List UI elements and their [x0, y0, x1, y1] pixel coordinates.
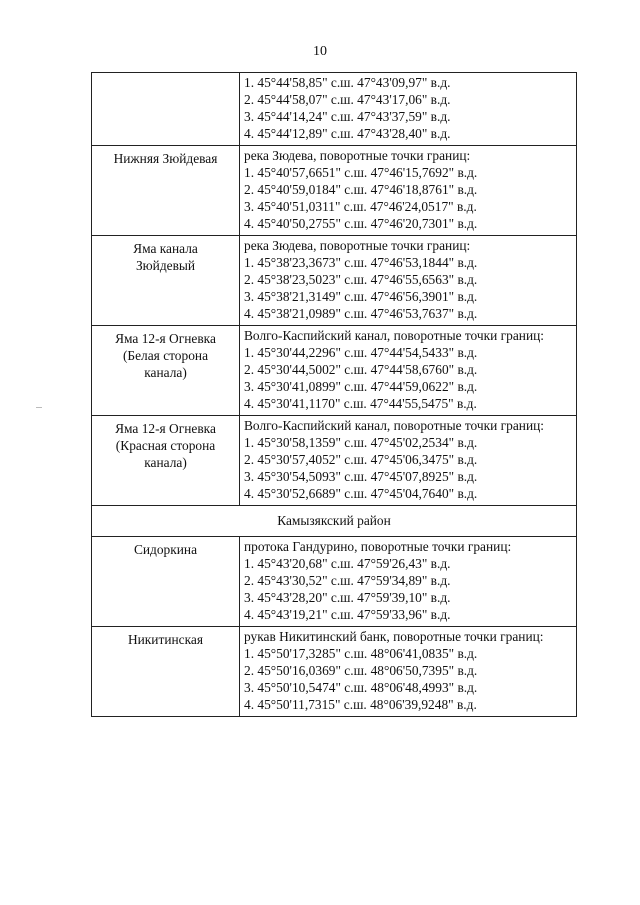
- table-row: [92, 627, 577, 717]
- boundary-line: 4. 45°30'41,1170" с.ш. 47°44'55,5475" в.д.: [244, 396, 477, 411]
- boundary-points-cell: [240, 326, 577, 416]
- margin-mark: [36, 407, 42, 408]
- boundary-points-cell: [240, 146, 577, 236]
- boundary-line: 2. 45°38'23,5023" с.ш. 47°46'55,6563" в.д.: [244, 272, 478, 287]
- zone-name-cell: [92, 146, 240, 236]
- zone-name-line: Яма 12-я Огневка: [115, 421, 216, 436]
- zone-name-line: Нижняя Зюйдевая: [113, 151, 218, 166]
- zone-name-cell: [92, 416, 240, 506]
- boundary-line: 2. 45°40'59,0184" с.ш. 47°46'18,8761" в.д.: [244, 182, 478, 197]
- boundary-line: Волго-Каспийский канал, поворотные точки границ:: [244, 418, 544, 433]
- boundary-points-cell: [240, 537, 577, 627]
- zone-name-line: (Красная сторона: [115, 438, 216, 453]
- zone-name-line: Зюйдевый: [135, 258, 196, 273]
- boundary-line: 2. 45°43'30,52" с.ш. 47°59'34,89" в.д.: [244, 573, 451, 588]
- boundary-line: 3. 45°40'51,0311" с.ш. 47°46'24,0517" в.д.: [244, 199, 477, 214]
- zone-name-cell: [92, 627, 240, 717]
- boundary-points-cell: [240, 73, 577, 146]
- zone-name-cell: [92, 73, 240, 146]
- boundary-line: 1. 45°43'20,68" с.ш. 47°59'26,43" в.д.: [244, 556, 451, 571]
- zone-name-line: канала): [144, 365, 187, 380]
- boundary-line: 3. 45°30'54,5093" с.ш. 47°45'07,8925" в.д.: [244, 469, 478, 484]
- boundary-line: Волго-Каспийский канал, поворотные точки границ:: [244, 328, 544, 343]
- boundary-points-cell: [240, 627, 577, 717]
- section-row: [92, 506, 577, 537]
- zone-name-cell: [92, 236, 240, 326]
- zone-name-cell: [92, 537, 240, 627]
- boundary-line: река Зюдева, поворотные точки границ:: [244, 238, 471, 253]
- table-row: [92, 146, 577, 236]
- section-title: Камызякский район: [92, 506, 577, 537]
- boundary-line: 4. 45°50'11,7315" с.ш. 48°06'39,9248" в.д.: [244, 697, 477, 712]
- boundary-line: 2. 45°30'44,5002" с.ш. 47°44'58,6760" в.д.: [244, 362, 478, 377]
- boundary-line: рукав Никитинский банк, поворотные точки границ:: [244, 629, 544, 644]
- boundary-line: 2. 45°30'57,4052" с.ш. 47°45'06,3475" в.д.: [244, 452, 478, 467]
- boundary-line: 2. 45°44'58,07" с.ш. 47°43'17,06" в.д.: [244, 92, 451, 107]
- boundary-line: 4. 45°30'52,6689" с.ш. 47°45'04,7640" в.д.: [244, 486, 478, 501]
- boundary-line: 1. 45°30'44,2296" с.ш. 47°44'54,5433" в.д.: [244, 345, 478, 360]
- boundary-line: 3. 45°50'10,5474" с.ш. 48°06'48,4993" в.д.: [244, 680, 478, 695]
- boundary-line: 2. 45°50'16,0369" с.ш. 48°06'50,7395" в.д.: [244, 663, 478, 678]
- boundary-points-cell: [240, 236, 577, 326]
- boundary-points-cell: [240, 416, 577, 506]
- boundary-line: 3. 45°38'21,3149" с.ш. 47°46'56,3901" в.д.: [244, 289, 478, 304]
- zone-name-cell: [92, 326, 240, 416]
- table-row: [92, 416, 577, 506]
- boundary-line: протока Гандурино, поворотные точки границ:: [244, 539, 512, 554]
- boundary-line: 1. 45°30'58,1359" с.ш. 47°45'02,2534" в.д.: [244, 435, 478, 450]
- table-row: [92, 73, 577, 146]
- boundary-line: 4. 45°44'12,89" с.ш. 47°43'28,40" в.д.: [244, 126, 451, 141]
- boundary-line: 3. 45°30'41,0899" с.ш. 47°44'59,0622" в.д.: [244, 379, 478, 394]
- fishing-zones-table: [91, 72, 577, 717]
- boundary-line: 4. 45°43'19,21" с.ш. 47°59'33,96" в.д.: [244, 607, 451, 622]
- table-row: [92, 236, 577, 326]
- page-number: 10: [313, 44, 327, 59]
- boundary-line: 3. 45°43'28,20" с.ш. 47°59'39,10" в.д.: [244, 590, 451, 605]
- table-body: [92, 73, 577, 717]
- boundary-line: 1. 45°38'23,3673" с.ш. 47°46'53,1844" в.д.: [244, 255, 478, 270]
- table-row: [92, 537, 577, 627]
- zone-name-line: Яма канала: [133, 241, 198, 256]
- boundary-line: 1. 45°50'17,3285" с.ш. 48°06'41,0835" в.д.: [244, 646, 478, 661]
- boundary-line: 1. 45°44'58,85" с.ш. 47°43'09,97" в.д.: [244, 75, 451, 90]
- boundary-line: река Зюдева, поворотные точки границ:: [244, 148, 471, 163]
- boundary-line: 1. 45°40'57,6651" с.ш. 47°46'15,7692" в.д.: [244, 165, 478, 180]
- boundary-line: 4. 45°38'21,0989" с.ш. 47°46'53,7637" в.д.: [244, 306, 478, 321]
- boundary-line: 4. 45°40'50,2755" с.ш. 47°46'20,7301" в.д.: [244, 216, 478, 231]
- zone-name-line: Никитинская: [127, 632, 204, 647]
- boundary-line: 3. 45°44'14,24" с.ш. 47°43'37,59" в.д.: [244, 109, 451, 124]
- zone-name-line: канала): [144, 455, 187, 470]
- table-row: [92, 326, 577, 416]
- zone-name-line: (Белая сторона: [122, 348, 209, 363]
- zone-name-line: Яма 12-я Огневка: [115, 331, 216, 346]
- zone-name-line: Сидоркина: [133, 542, 198, 557]
